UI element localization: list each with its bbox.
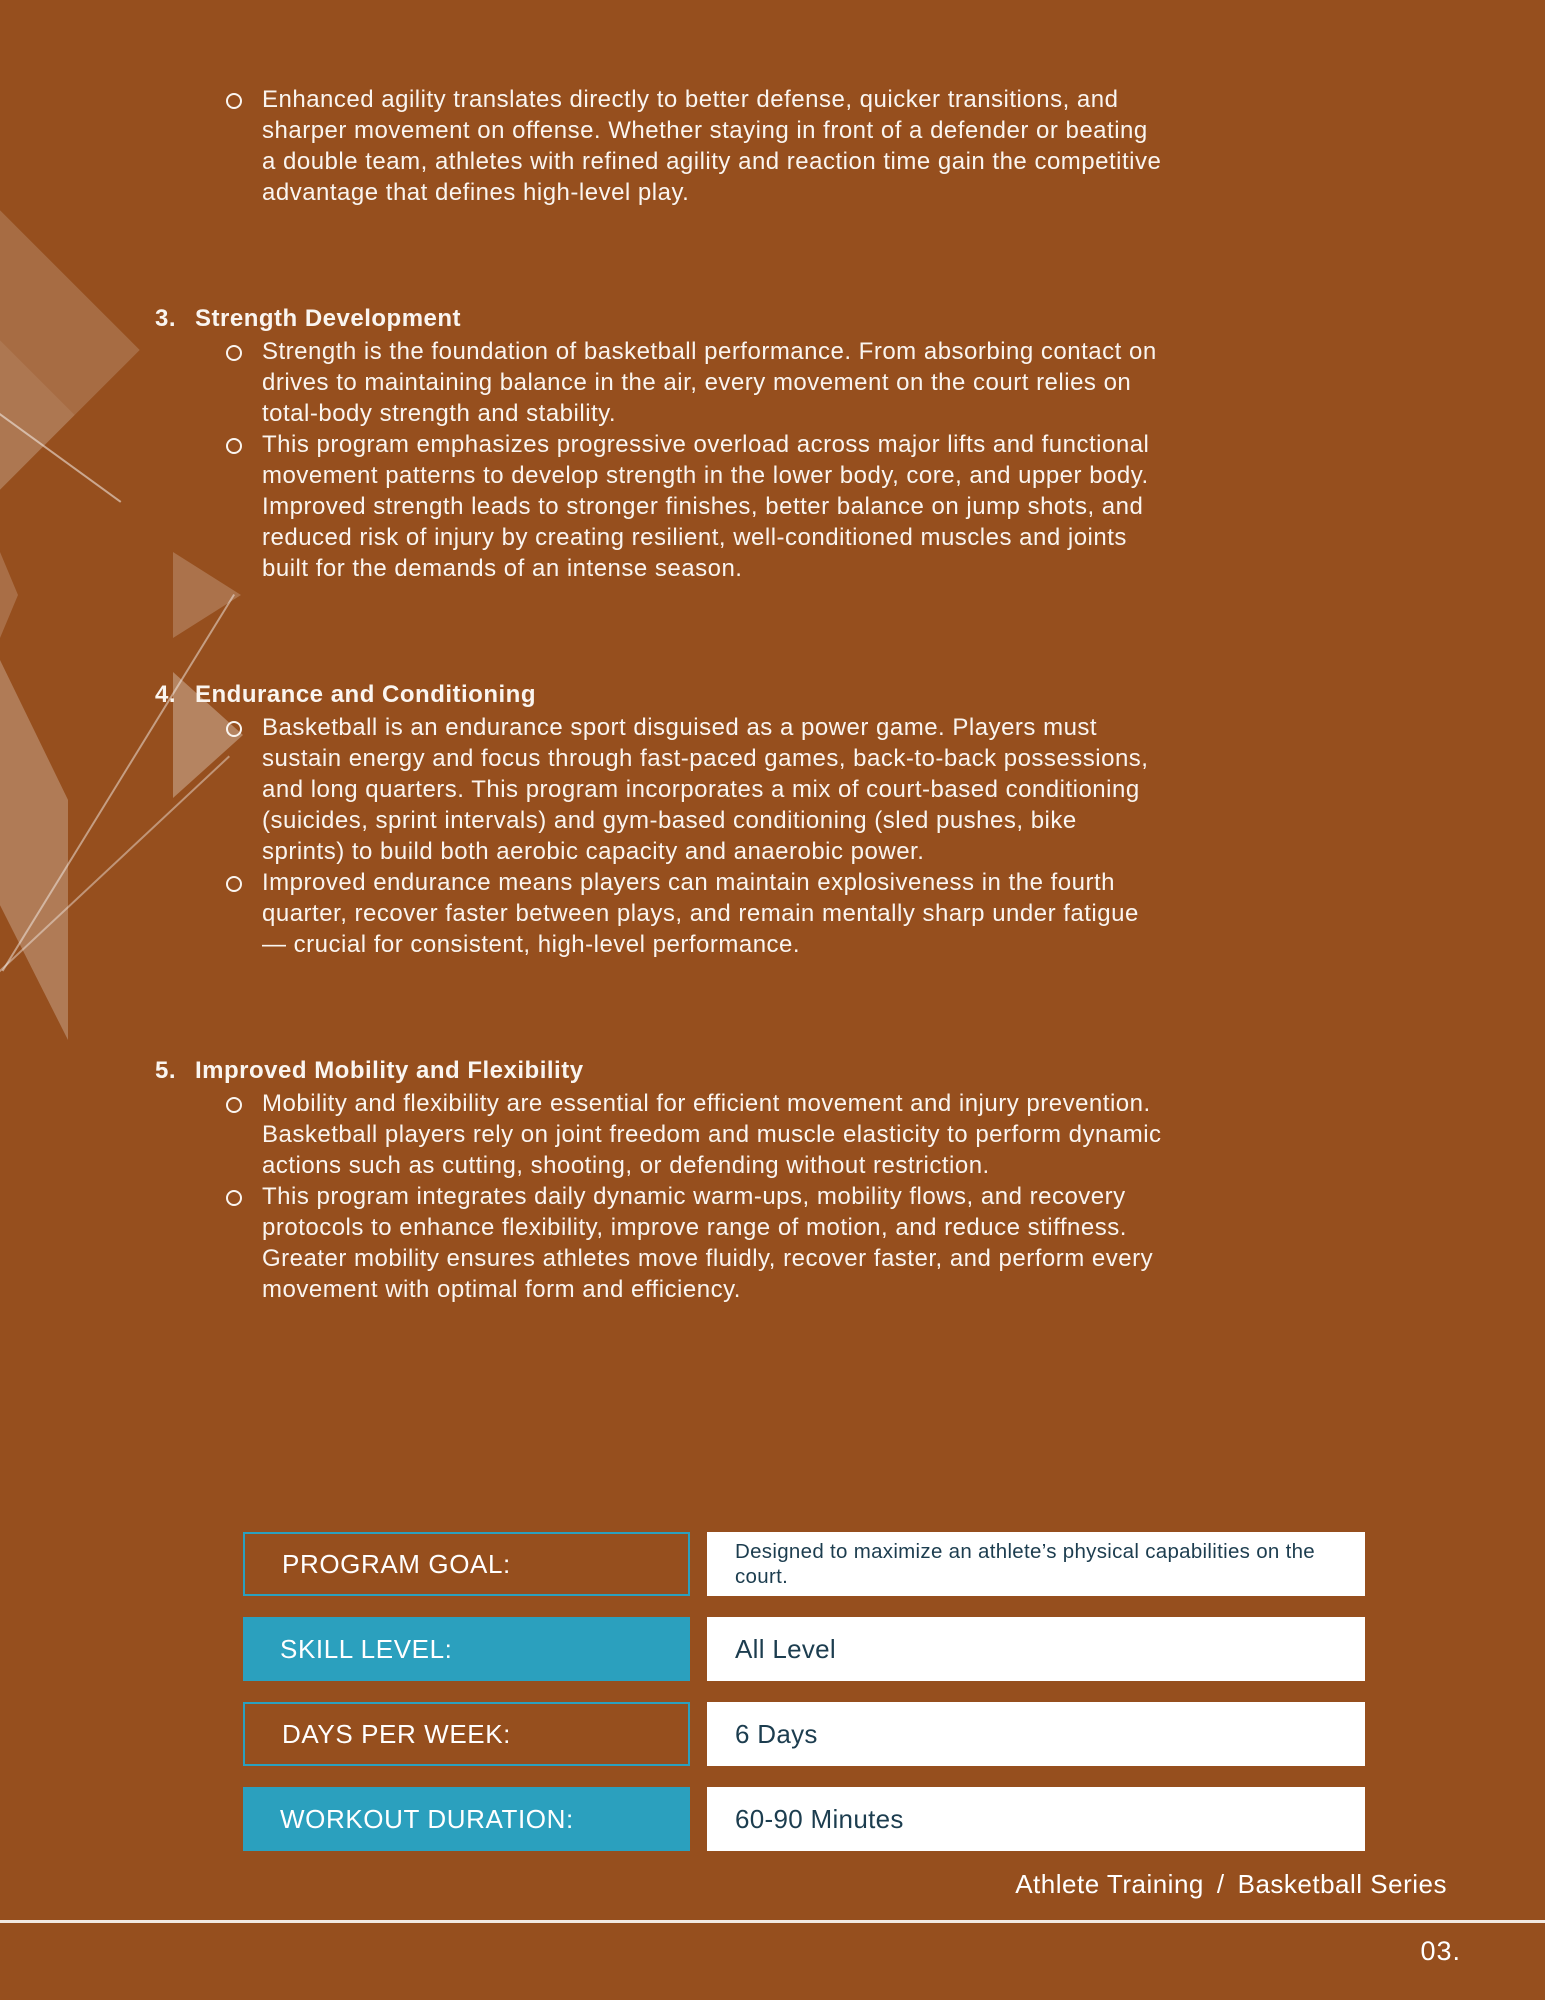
- decor-diamond-large: [0, 180, 140, 519]
- bullet-text: Mobility and flexibility are essential for efficient movement and injury prevention. Basketball players rely on joint freedom and muscle elasticity to perform dynamic actions such as cutting, shooting, or defending without restriction.: [262, 1090, 1162, 1179]
- bullet-item: [155, 867, 1163, 960]
- decor-triangle-sliver: [0, 552, 18, 638]
- label-text: DAYS PER WEEK:: [282, 1718, 511, 1749]
- program-goal-value: [707, 1532, 1365, 1596]
- days-per-week-value: [707, 1702, 1365, 1766]
- section-title: Improved Mobility and Flexibility: [195, 1057, 584, 1084]
- days-per-week-label: [243, 1702, 690, 1766]
- workout-duration-value: [707, 1787, 1365, 1851]
- value-text: 6 Days: [735, 1718, 818, 1749]
- bullet-circle-icon: [226, 1190, 242, 1206]
- bullet-circle-icon: [226, 876, 242, 892]
- bullet-item: [155, 429, 1163, 584]
- decor-diamond-faint: [0, 245, 75, 584]
- bullet-item: [155, 1181, 1163, 1305]
- section-heading: [155, 1055, 1163, 1086]
- bullet-circle-icon: [226, 93, 242, 109]
- program-goal-label: [243, 1532, 690, 1596]
- bullet-item: [155, 1088, 1163, 1181]
- section-mobility-flexibility: [155, 1055, 1163, 1305]
- decor-parallelogram-left: [0, 660, 68, 1040]
- footer-series-right: Basketball Series: [1237, 1869, 1447, 1899]
- bullet-text: Basketball is an endurance sport disguised as a power game. Players must sustain energy and focus through fast-paced games, back-to-back possessions, and long quarters. This program incorporates a mix of court-based conditioning (suicides, sprint intervals) and gym-based conditioning (sled pushes, bike sprints) to build both aerobic capacity and anaerobic power.: [262, 714, 1149, 865]
- bullet-text: Improved endurance means players can maintain explosiveness in the fourth quarter, recover faster between plays, and remain mentally sharp under fatigue — crucial for consistent, high-level performance.: [262, 869, 1139, 958]
- decor-diagonal-line-top: [0, 413, 121, 503]
- table-row-days-per-week: [243, 1702, 1365, 1766]
- skill-level-label: [243, 1617, 690, 1681]
- skill-level-value: [707, 1617, 1365, 1681]
- bullet-item: [155, 712, 1163, 867]
- bullet-text: This program emphasizes progressive overload across major lifts and functional movement patterns to develop strength in the lower body, core, and upper body. Improved strength leads to stronger finishes, better balance on jump shots, and reduced risk of injury by creating resilient, well-conditioned muscles and joints built for the demands of an intense season.: [262, 431, 1150, 582]
- intro-bullet-text: Enhanced agility translates directly to better defense, quicker transitions, and sharper movement on offense. Whether staying in front of a defender or beating a double team, athletes with refined agility and reaction time gain the competitive advantage that defines high-level play.: [262, 86, 1162, 206]
- label-text: PROGRAM GOAL:: [282, 1548, 511, 1579]
- footer-slash-separator: /: [1216, 1869, 1225, 1899]
- workout-duration-label: [243, 1787, 690, 1851]
- value-text: 60-90 Minutes: [735, 1803, 904, 1834]
- table-row-skill-level: [243, 1617, 1365, 1681]
- page-number: 03.: [1420, 1936, 1461, 1966]
- section-title: Endurance and Conditioning: [195, 681, 536, 708]
- section-number: 3.: [155, 305, 177, 332]
- label-text: SKILL LEVEL:: [280, 1633, 453, 1664]
- value-text: Designed to maximize an athlete’s physical capabilities on the court.: [735, 1540, 1316, 1588]
- value-text: All Level: [735, 1633, 836, 1664]
- section-strength-development: [155, 303, 1163, 584]
- bullet-circle-icon: [226, 345, 242, 361]
- program-info-table: [243, 1532, 1365, 1872]
- section-heading: [155, 303, 1163, 334]
- section-heading: [155, 679, 1163, 710]
- bullet-item: [155, 336, 1163, 429]
- section-endurance-conditioning: [155, 679, 1163, 960]
- bullet-text: Strength is the foundation of basketball performance. From absorbing contact on drives to maintaining balance in the air, every movement on the court relies on total-body strength and stability.: [262, 338, 1157, 427]
- section-number: 4.: [155, 681, 177, 708]
- footer-series-label: [1015, 1869, 1447, 1900]
- footer-divider-line: [0, 1920, 1545, 1923]
- bullet-circle-icon: [226, 1097, 242, 1113]
- table-row-workout-duration: [243, 1787, 1365, 1851]
- table-row-program-goal: [243, 1532, 1365, 1596]
- section-number: 5.: [155, 1057, 177, 1084]
- intro-bullet-item: [155, 84, 1163, 208]
- bullet-text: This program integrates daily dynamic warm-ups, mobility flows, and recovery protocols to enhance flexibility, improve range of motion, and reduce stiffness. Greater mobility ensures athletes move fluidly, recover faster, and perform every movement with optimal form and efficiency.: [262, 1183, 1154, 1303]
- bullet-circle-icon: [226, 721, 242, 737]
- section-title: Strength Development: [195, 305, 462, 332]
- bullet-circle-icon: [226, 438, 242, 454]
- label-text: WORKOUT DURATION:: [280, 1803, 574, 1834]
- main-text-column: [155, 84, 1163, 1305]
- footer-series-left: Athlete Training: [1015, 1869, 1204, 1899]
